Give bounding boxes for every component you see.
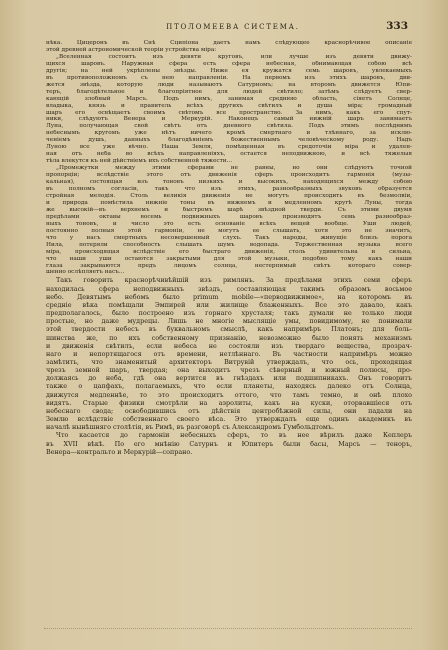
text-line: движутся медленнѣе, то это происходитъ оттого, что тамъ темно, и онѣ плохо xyxy=(46,390,412,399)
quote-line: что у насъ смертныхъ несовершенный слухъ. Такъ народы, живущіе близъ порога xyxy=(46,234,412,241)
quote-line: въ противоположномъ съ нею направленіи. На первомъ изъ этихъ шаровъ, дви- xyxy=(46,74,412,81)
quote-line: кальная), состоящая изъ тоновъ низкихъ и высокихъ, находящихся между собою xyxy=(46,179,412,186)
running-head: ПТОЛОМЕЕВА СИСТЕМА. xyxy=(166,23,300,31)
text-line: видятъ. Старые физики смотрѣли на аэролиты, какъ на куски, оторвавшіеся отъ xyxy=(46,398,412,407)
quote-line: ныхъ тоновъ, и число это есть основаніе всѣхъ вещей вообще. Уши людей, xyxy=(46,220,412,227)
page-number: 333 xyxy=(386,20,408,32)
quote-line: этой древней астрономической теоріи устройства міра: xyxy=(46,46,217,53)
quote-line: же высокій—въ верхнемъ и быстромъ шарѣ звѣздной тверди. Съ этими двумя xyxy=(46,206,412,213)
text-line: началѣ нынѣшняго столѣтія, въ Римѣ, въ разговорѣ съ Александромъ Гумбольдтомъ. xyxy=(46,423,334,432)
quote-line: предѣлами октавы восемь подвижныхъ шаровъ производятъ семь разнообраз- xyxy=(46,213,412,220)
text-line: Венера—контральто и Меркурій—сопрано. xyxy=(46,447,193,456)
quote-line: Нила, потеряли способность слышать шумъ водопада. Торжественная музыка всего xyxy=(46,241,412,248)
text-line: находилась сфера неподвижныхъ звѣздъ, составляющая такимъ образомъ восьмое xyxy=(46,284,412,293)
text-line: этой твердости небесъ въ буквальномъ смыслѣ, какъ напримѣръ Платонъ; для боль- xyxy=(46,325,412,334)
text-line: предполагалось, было построено изъ горнаго хрусталя; такъ думали не только люди xyxy=(46,309,412,318)
quote-line: жется звѣзда, которую люди называютъ Сатурномъ; на второмъ движется Юпи- xyxy=(46,81,412,88)
text-line: наго и непортящагося отъ времени, нетлѣннаго. Въ частности напримѣръ можно xyxy=(46,349,412,358)
bottom-edge xyxy=(44,628,412,630)
page-body xyxy=(46,40,412,456)
quote-line: другія; на ней укрѣплены звѣзды. Ниже ея кружатся семь шаровъ, увлекаемыхъ xyxy=(46,67,412,74)
text-line: Землю вслѣдствіе собственнаго своего вѣса. Это утверждалъ еще одинъ академикъ въ xyxy=(46,415,412,424)
quote-line: шаръ его освѣщаетъ своимъ свѣтомъ все пространство. За нимъ, какъ его спут- xyxy=(46,109,412,116)
quote-line: Луна, получающая свой свѣтъ отъ дневного свѣтила. Подъ этимъ послѣднимъ xyxy=(46,123,412,130)
text-line: Что касается до гармоніи небесныхъ сферъ, то въ нее вѣрилъ даже Кеплеръ xyxy=(56,431,412,440)
quote-line: теръ, благодѣтельное и благопріятное для людей свѣтило; затѣмъ слѣдуетъ свер- xyxy=(46,88,412,95)
text-line: небеснаго свода; освободившись отъ дѣйствія центробѣжной силы, они падали на xyxy=(46,406,412,415)
quote-line: пропорціи; вслѣдствіе этого отъ движенія сферъ происходитъ гармонія (музы- xyxy=(46,172,412,179)
text-line: и движенія свѣтилъ, если небеса не состояли изъ твердаго вещества, прозрач- xyxy=(46,341,412,350)
text-line: Такъ говорить краснорѣчивѣйшій изъ римлянъ. За предѣлами этихъ семи сферъ xyxy=(56,276,412,285)
quote-line: постоянно полныя этой гармоніи, не могутъ ее слышать, хотя это не значитъ, xyxy=(46,227,412,234)
body-paragraphs xyxy=(46,276,412,455)
quote-line: нѣка. Цицеронъ въ Снѣ Сципіона даетъ намъ слѣдующее краснорѣчивое описаніе xyxy=(46,40,412,46)
quote-line: щихся шаровъ. Наружная сфера есть сфера небесная, обнимающая собою всѣ xyxy=(46,60,412,67)
quote-line: ная отъ неба во всѣхъ направленіяхъ, остается неподвижною, и всѣ тяжелыя xyxy=(46,151,412,158)
quote-line: шенно ослѣпляетъ насъ... xyxy=(46,269,125,276)
quote-line: и природа помѣстила нижніе тоны въ нижнемъ и медленномъ кругѣ Луны, тогда xyxy=(46,199,412,206)
text-line: шинства же, по ихъ собственному признанію, невозможно было понять механизмъ xyxy=(46,333,412,342)
quote-line: тѣла влекутся къ ней дѣйствіемъ ихъ собственной тяжести... xyxy=(46,158,233,165)
text-line: замѣтить, что знаменитый архитекторъ Витрувій утверждалъ, что ось, проходящая xyxy=(46,357,412,366)
quote-line: „Вселенная состоитъ изъ девяти круговъ, или лучше изъ девяти движу- xyxy=(56,53,412,60)
quote-line: кающій злобный Марсъ. Подъ нимъ, занимая среднюю область, сіяетъ Солнце, xyxy=(46,95,412,102)
quote-line: стройная мелодія. Столь великія движенія не могутъ происходить въ безмолвіи, xyxy=(46,192,412,199)
quote-line: ники, слѣдуютъ Венера и Меркурій. Наконецъ самый нижній шаръ занимаетъ xyxy=(46,116,412,123)
text-line: средніе вѣка помѣщали Эмпирей или жилище блаженныхъ. Все это давало, какъ xyxy=(46,300,412,309)
page-header xyxy=(58,20,408,34)
text-line: также о цапфахъ, полагаемыхъ, что если планеты, находясь далеко отъ Солнца, xyxy=(46,382,412,391)
text-line: простые, но даже мудрецы. Лишь не многіе мыслящіе умы, повидимому, не понимали xyxy=(46,317,412,326)
quote-line: небеснымъ кругомъ уже нѣтъ ничего кромѣ смертнаго и тлѣннаго, за исклю- xyxy=(46,130,412,137)
quote-line: ченіемъ душъ, данныхъ благодѣяніемъ божественнымъ человѣческому роду. Надъ xyxy=(46,137,412,144)
quote-line: что наши уши остаются закрытыми для этой музыки, подобно тому какъ наши xyxy=(46,255,412,262)
quote-line: міра, происходящая вслѣдствіе его быстраго движенія, столь удивительна и сильна, xyxy=(46,248,412,255)
text-line: чрезъ земной шаръ, твердая; она выходитъ чрезъ сѣверный и южный полюсы, про- xyxy=(46,366,412,375)
text-line: должаясь до неба, гдѣ она вертится въ гнѣздахъ или подшипникахъ. Онъ говоритъ xyxy=(46,374,412,383)
quote-line: владыка, князь и правитель всѣхъ другихъ свѣтилъ и душа міра; громадный xyxy=(46,102,412,109)
quote-line: глаза закрываются предъ лицомъ солнца, нестерпимый свѣтъ котораго совер- xyxy=(46,262,412,269)
quote-line: Луною все уже вѣчно. Наша Земля, помѣщенная въ средоточіи міра и удален- xyxy=(46,144,412,151)
quote-line: въ полномъ согласіи, такъ что изъ этихъ, разнообразныхъ звуковъ образуется xyxy=(46,186,412,193)
text-line: въ XVII вѣкѣ. По его мнѣнію Сатурнъ и Юпитеръ были басы, Марсъ — теноръ, xyxy=(46,439,412,448)
text-line: небо. Девятымъ небомъ было primum mobile—«перводвижимое», на которомъ въ xyxy=(46,292,412,301)
quote-block xyxy=(46,40,412,276)
quote-line: „Промежутки между этими сферами не равны, но они слѣдуютъ точной xyxy=(56,165,412,172)
